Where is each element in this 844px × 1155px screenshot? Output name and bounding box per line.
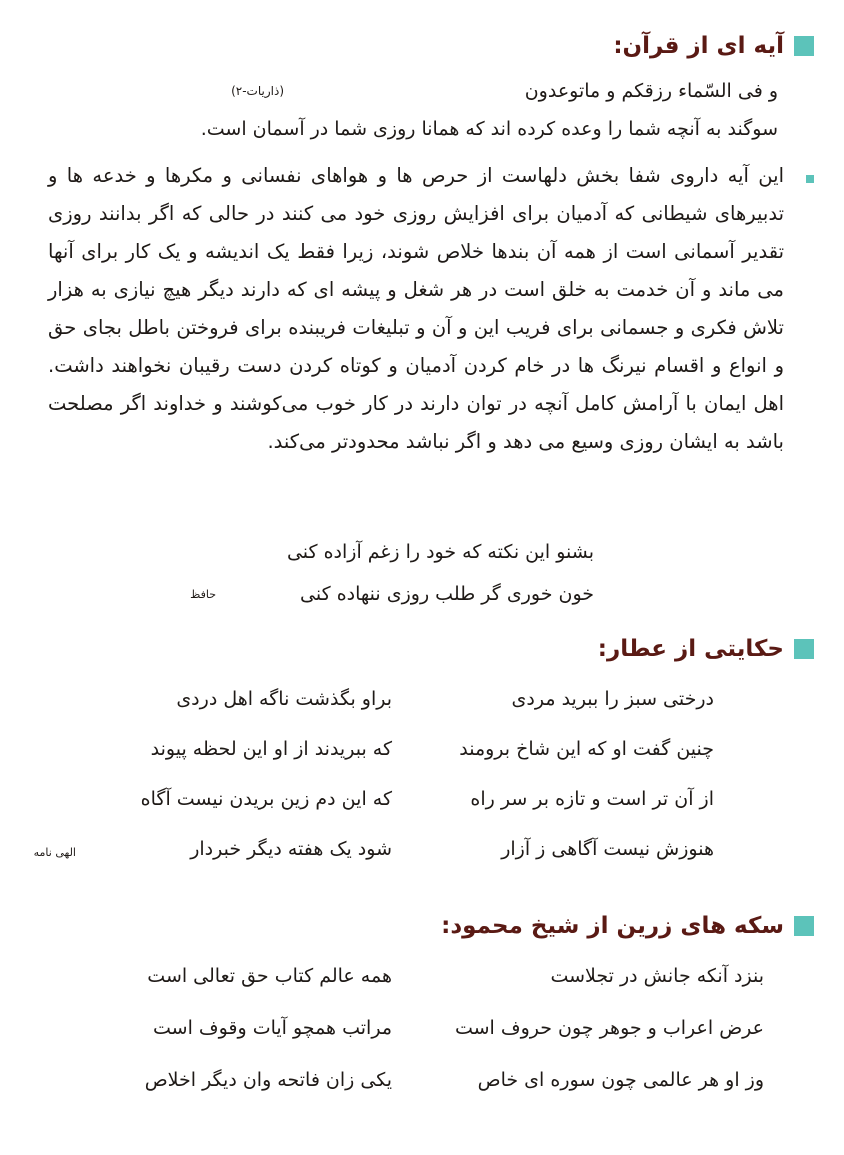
mahmud-verse-3-right: وز او هر عالمی چون سوره ای خاص bbox=[477, 1069, 764, 1091]
attar-verse-4-right: هنوزش نیست آگاهی ز آزار bbox=[501, 838, 714, 860]
poem-line-1: بشنو این نکته که خود را زغم آزاده کنی bbox=[286, 541, 594, 563]
mahmud-section-heading bbox=[441, 913, 814, 939]
square-bullet-icon bbox=[794, 639, 814, 659]
poem-line-2: خون خوری گر طلب روزی ننهاده کنی bbox=[300, 583, 594, 605]
mahmud-verse-1-right: بنزد آنکه جانش در تجلاست bbox=[550, 965, 764, 987]
square-bullet-icon bbox=[794, 916, 814, 936]
attar-verse-1-left: براو بگذشت ناگه اهل دردی bbox=[176, 688, 392, 710]
quran-reference: (ذاریات-۲) bbox=[231, 84, 284, 98]
quran-arabic-verse: و فی السّماء رزقکم و ماتوعدون bbox=[524, 80, 778, 102]
poem-credit: حافظ bbox=[190, 588, 216, 601]
attar-credit: الهی نامه bbox=[33, 846, 76, 859]
small-square-bullet-icon bbox=[806, 175, 814, 183]
attar-title: حکایتی از عطار: bbox=[597, 636, 784, 662]
mahmud-verse-2-left: مراتب همچو آیات وقوف است bbox=[153, 1017, 392, 1039]
attar-verse-3-left: که این دم زین بریدن نیست آگاه bbox=[140, 788, 392, 810]
quran-translation: سوگند به آنچه شما را وعده کرده اند که همانا روزی شما در آسمان است. bbox=[200, 118, 778, 140]
attar-verse-1-right: درختی سبز را ببرید مردی bbox=[511, 688, 714, 710]
attar-verse-2-left: که ببریدند از او این لحظه پیوند bbox=[150, 738, 392, 760]
quran-section-heading bbox=[613, 33, 814, 59]
mahmud-verse-2-right: عرض اعراب و جوهر چون حروف است bbox=[454, 1017, 764, 1039]
mahmud-verse-1-left: همه عالم کتاب حق تعالی است bbox=[147, 965, 392, 987]
attar-section-heading bbox=[598, 636, 814, 662]
mahmud-title: سکه های زرین از شیخ محمود: bbox=[441, 913, 784, 939]
attar-verse-3-right: از آن تر است و تازه بر سر راه bbox=[470, 788, 714, 810]
mahmud-verse-3-left: یکی زان فاتحه وان دیگر اخلاص bbox=[144, 1069, 392, 1091]
quran-title: آیه ای از قرآن: bbox=[613, 33, 784, 59]
quran-commentary: این آیه داروی شفا بخش دلهاست از حرص ها و هواهای نفسانی و مکرها و خدعه ها و تدبیرهای شیطانی که آدمیان برای افزایش روزی خود می کنند در حالی که اگر بدانند روزی تقدیر آسمانی است از همه آن بندها خلاص شوند، زیرا فقط یک اندیشه و یک کار برای آنها می ماند و آن خدمت به خلق است در هر شغل و پیشه ای که دارند دیگر هیچ نیازی به هزار تلاش فکری و جسمانی برای فریب این و آن و تبلیغات فریبنده برای فروختن باطل بجای حق و انواع و اقسام نیرنگ ها در خام کردن آدمیان و کوتاه کردن دست رقیبان نخواهند داشت. اهل ایمان با آرامش کامل آنچه در توان دارند در کار خوب می‌کوشند و خداوند اگر مصلحت باشد به ایشان روزی وسیع می دهد و اگر نباشد محدودتر می‌کند. bbox=[48, 164, 784, 453]
square-bullet-icon bbox=[794, 36, 814, 56]
attar-verse-4-left: شود یک هفته دیگر خبردار bbox=[190, 838, 392, 860]
attar-verse-2-right: چنین گفت او که این شاخ برومند bbox=[459, 738, 714, 760]
